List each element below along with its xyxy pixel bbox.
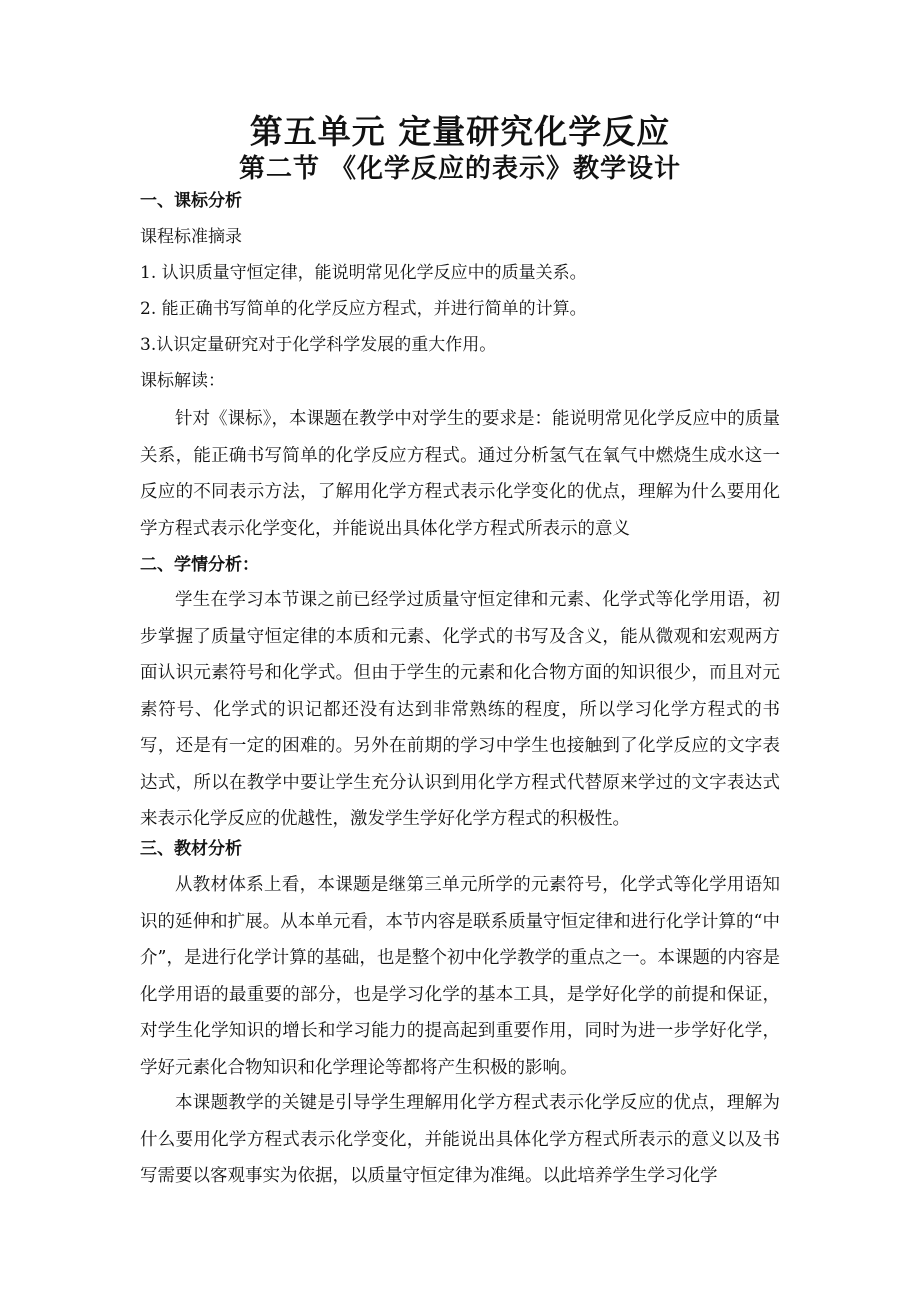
- student-analysis-paragraph: 学生在学习本节课之前已经学过质量守恒定律和元素、化学式等化学用语，初步掌握了质量守恒定律的本质和元素、化学式的书写及含义，能从微观和宏观两方面认识元素符号和化学式。但由于学生的元素和化合物方面的知识很少，而且对元素符号、化学式的识记都还没有达到非常熟练的程度，所以学习化学方程式的书写，还是有一定的困难的。另外在前期的学习中学生也接触到了化学反应的文字表达式，所以在教学中要让学生充分认识到用化学方程式代替原来学过的文字表达式来表示化学反应的优越性，激发学生学好化学方程式的积极性。: [140, 590, 780, 829]
- standard-item-3: 3.认识定量研究对于化学科学发展的重大作用。: [140, 335, 497, 355]
- standard-item-1: 1. 认识质量守恒定律，能说明常见化学反应中的质量关系。: [140, 263, 587, 283]
- standard-item-2: 2. 能正确书写简单的化学反应方程式，并进行简单的计算。: [140, 299, 587, 319]
- heading-curriculum-analysis: 一、课标分析: [140, 191, 242, 211]
- interpretation-label: 课标解读：: [140, 371, 225, 391]
- heading-textbook-analysis: 三、教材分析: [140, 839, 242, 859]
- standard-excerpt-label: 课程标准摘录: [140, 227, 242, 247]
- textbook-analysis-paragraph-1: 从教材体系上看，本课题是继第三单元所学的元素符号，化学式等化学用语知识的延伸和扩展。从本单元看，本节内容是联系质量守恒定律和进行化学计算的“中介”，是进行化学计算的基础，也是整个初中化学教学的重点之一。本课题的内容是化学用语的最重要的部分，也是学习化学的基本工具，是学好化学的前提和保证，对学生化学知识的增长和学习能力的提高起到重要作用，同时为进一步学好化学，学好元素化合物知识和化学理论等都将产生积极的影响。: [140, 875, 780, 1078]
- heading-student-analysis: 二、学情分析：: [140, 555, 259, 575]
- interpretation-paragraph: 针对《课标》，本课题在教学中对学生的要求是：能说明常见化学反应中的质量关系，能正确书写简单的化学反应方程式。通过分析氢气在氧气中燃烧生成水这一反应的不同表示方法，了解用化学方程式表示化学变化的优点，理解为什么要用化学方程式表示化学变化，并能说出具体化学方程式所表示的意义: [140, 409, 780, 539]
- textbook-analysis-paragraph-2: 本课题教学的关键是引导学生理解用化学方程式表示化学反应的优点，理解为什么要用化学方程式表示化学变化，并能说出具体化学方程式所表示的意义以及书写需要以客观事实为依据，以质量守恒定律为准绳。以此培养学生学习化学: [140, 1093, 780, 1186]
- section-subtitle: 第二节 《化学反应的表示》教学设计: [238, 154, 682, 184]
- unit-title: 第五单元 定量研究化学反应: [249, 112, 671, 151]
